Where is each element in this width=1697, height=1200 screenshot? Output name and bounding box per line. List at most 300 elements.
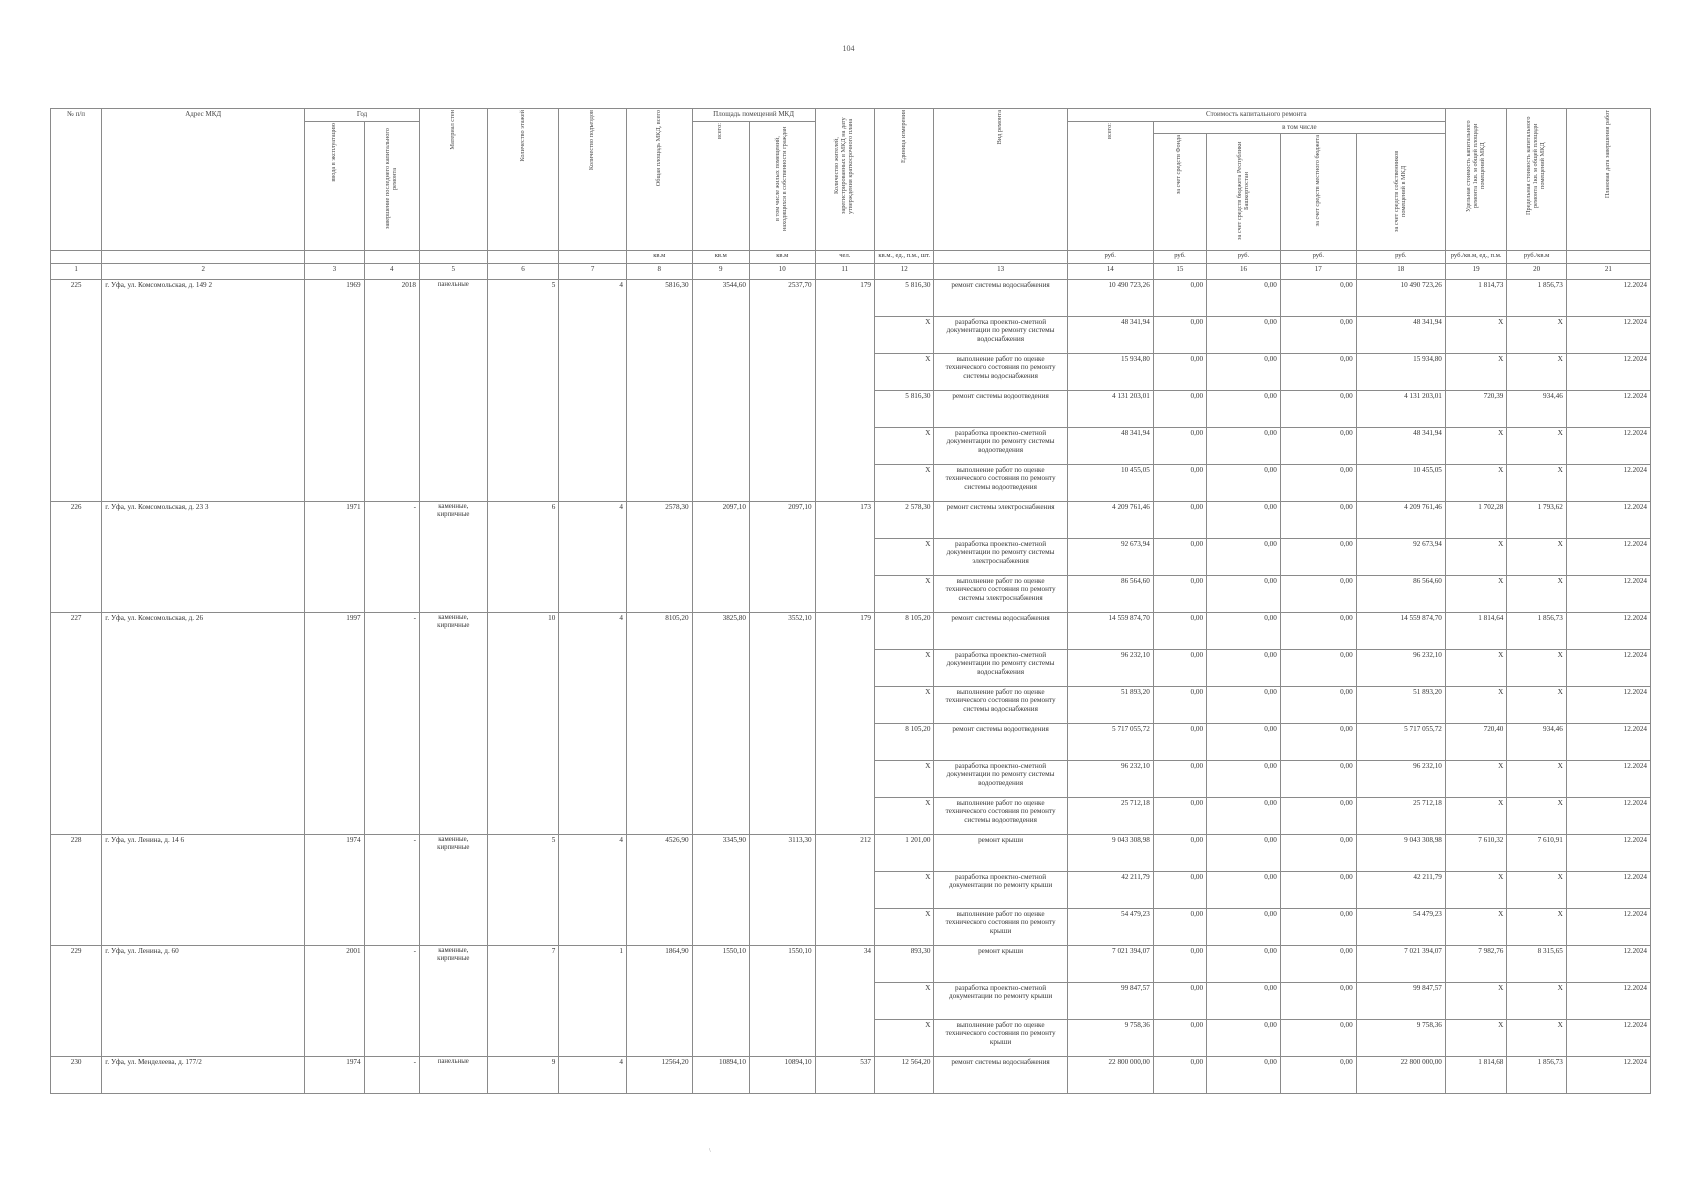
cost-owners: 4 209 761,46: [1356, 502, 1445, 539]
planned-date: 12.2024: [1566, 650, 1650, 687]
col-number: 2: [102, 264, 305, 280]
header-planned-date: Плановая дата завершения работ: [1603, 110, 1611, 199]
cost-rb-budget: 0,00: [1207, 1020, 1281, 1057]
cost-local-budget: 0,00: [1280, 724, 1356, 761]
cost-owners: 9 043 308,98: [1356, 835, 1445, 872]
floors-count: 10: [487, 613, 559, 835]
planned-date: 12.2024: [1566, 687, 1650, 724]
house-number: 225: [51, 280, 102, 502]
work-type: разработка проектно-сметной документации по ремонту системы электроснабжения: [934, 539, 1067, 576]
unit-cell: кв.м: [692, 251, 749, 264]
cost-rb-budget: 0,00: [1207, 280, 1281, 317]
cost-total: 9 043 308,98: [1067, 835, 1153, 872]
specific-cost: X: [1445, 539, 1506, 576]
cost-owners: 10 455,05: [1356, 465, 1445, 502]
column-numbers-row: [51, 264, 1651, 280]
col-number: 12: [875, 264, 934, 280]
specific-cost: 1 814,68: [1445, 1057, 1506, 1094]
planned-date: 12.2024: [1566, 1020, 1650, 1057]
work-unit: 893,30: [875, 946, 934, 983]
specific-cost: 7 610,32: [1445, 835, 1506, 872]
limit-cost: X: [1507, 761, 1566, 798]
work-type: разработка проектно-сметной документации по ремонту крыши: [934, 983, 1067, 1020]
premises-area: 3345,90: [692, 835, 749, 946]
cost-owners: 10 490 723,26: [1356, 280, 1445, 317]
cost-rb-budget: 0,00: [1207, 983, 1281, 1020]
header-repair-type: Вид ремонта: [996, 110, 1004, 145]
work-unit: X: [875, 761, 934, 798]
cost-owners: 48 341,94: [1356, 317, 1445, 354]
cost-fund: 0,00: [1153, 465, 1206, 502]
entrances-count: 1: [559, 946, 627, 1057]
specific-cost: X: [1445, 354, 1506, 391]
cost-total: 86 564,60: [1067, 576, 1153, 613]
house-address: г. Уфа, ул. Менделеева, д. 177/2: [102, 1057, 305, 1094]
limit-cost: X: [1507, 650, 1566, 687]
work-type: разработка проектно-сметной документации по ремонту системы водоснабжения: [934, 317, 1067, 354]
wall-material: каменные, кирпичные: [419, 613, 487, 835]
limit-cost: X: [1507, 428, 1566, 465]
unit-cell: руб.: [1207, 251, 1281, 264]
header-unit: Единица измерения: [899, 110, 907, 164]
premises-area: 10894,10: [692, 1057, 749, 1094]
limit-cost: 1 856,73: [1507, 1057, 1566, 1094]
entrances-count: 4: [559, 1057, 627, 1094]
cost-owners: 15 934,80: [1356, 354, 1445, 391]
cost-local-budget: 0,00: [1280, 280, 1356, 317]
specific-cost: 1 814,73: [1445, 280, 1506, 317]
work-unit: 8 105,20: [875, 613, 934, 650]
house-number: 226: [51, 502, 102, 613]
specific-cost: X: [1445, 576, 1506, 613]
cost-fund: 0,00: [1153, 983, 1206, 1020]
cost-fund: 0,00: [1153, 650, 1206, 687]
header-rb-budget: за счет средств бюджета Республики Башкортостан: [1235, 141, 1250, 241]
cost-rb-budget: 0,00: [1207, 761, 1281, 798]
col-number: 20: [1507, 264, 1566, 280]
work-type: выполнение работ по оценке технического состояния по ремонту крыши: [934, 1020, 1067, 1057]
cost-rb-budget: 0,00: [1207, 539, 1281, 576]
cost-rb-budget: 0,00: [1207, 798, 1281, 835]
year-built: 1974: [305, 835, 364, 946]
cost-total: 5 717 055,72: [1067, 724, 1153, 761]
wall-material: каменные, кирпичные: [419, 946, 487, 1057]
unit-cell: руб.: [1280, 251, 1356, 264]
unit-cell: кв.м: [626, 251, 692, 264]
page-number: 104: [842, 44, 855, 53]
floors-count: 5: [487, 835, 559, 946]
specific-cost: X: [1445, 872, 1506, 909]
unit-cell: кв.м: [749, 251, 815, 264]
col-number: 19: [1445, 264, 1506, 280]
total-area: 12564,20: [626, 1057, 692, 1094]
cost-local-budget: 0,00: [1280, 576, 1356, 613]
work-unit: X: [875, 872, 934, 909]
specific-cost: 7 982,76: [1445, 946, 1506, 983]
cost-fund: 0,00: [1153, 687, 1206, 724]
cost-total: 22 800 000,00: [1067, 1057, 1153, 1094]
cost-rb-budget: 0,00: [1207, 835, 1281, 872]
cost-fund: 0,00: [1153, 909, 1206, 946]
header-area-all: всего:: [716, 123, 724, 139]
work-unit: X: [875, 576, 934, 613]
work-unit: 1 201,00: [875, 835, 934, 872]
work-unit: X: [875, 909, 934, 946]
cost-owners: 9 758,36: [1356, 1020, 1445, 1057]
cost-owners: 86 564,60: [1356, 576, 1445, 613]
house-address: г. Уфа, ул. Комсомольская, д. 23 3: [102, 502, 305, 613]
cost-total: 92 673,94: [1067, 539, 1153, 576]
premises-area: 3544,60: [692, 280, 749, 502]
work-unit: X: [875, 983, 934, 1020]
planned-date: 12.2024: [1566, 539, 1650, 576]
unit-cell: чел.: [815, 251, 874, 264]
specific-cost: X: [1445, 465, 1506, 502]
header-specific-cost: Удельная стоимость капитального ремонта 1кв. м общей площади помещений МКД: [1464, 120, 1486, 212]
col-number: 8: [626, 264, 692, 280]
cost-owners: 14 559 874,70: [1356, 613, 1445, 650]
cost-rb-budget: 0,00: [1207, 872, 1281, 909]
entrances-count: 4: [559, 280, 627, 502]
repair-plan-table: [50, 108, 1651, 1094]
cost-rb-budget: 0,00: [1207, 613, 1281, 650]
unit-cell: руб./кв.м, ед., п.м.: [1445, 251, 1506, 264]
cost-total: 4 209 761,46: [1067, 502, 1153, 539]
total-area: 4526,90: [626, 835, 692, 946]
cost-total: 99 847,57: [1067, 983, 1153, 1020]
total-area: 5816,30: [626, 280, 692, 502]
header-limit-cost: Предельная стоимость капитального ремонта 1кв. м общей площади помещений МКД: [1525, 116, 1547, 216]
planned-date: 12.2024: [1566, 317, 1650, 354]
stray-mark: \: [709, 1148, 711, 1154]
header-fund: за счет средств Фонда: [1175, 135, 1183, 195]
cost-rb-budget: 0,00: [1207, 354, 1281, 391]
work-type: ремонт системы водоснабжения: [934, 280, 1067, 317]
work-type: выполнение работ по оценке технического состояния по ремонту крыши: [934, 909, 1067, 946]
header-wall-material: Материал стен: [448, 110, 456, 150]
col-number: 1: [51, 264, 102, 280]
header-floors: Количество этажей: [518, 110, 526, 162]
work-type: выполнение работ по оценке технического состояния по ремонту системы водоотведения: [934, 798, 1067, 835]
cost-fund: 0,00: [1153, 317, 1206, 354]
cost-local-budget: 0,00: [1280, 909, 1356, 946]
cost-total: 48 341,94: [1067, 317, 1153, 354]
planned-date: 12.2024: [1566, 983, 1650, 1020]
cost-local-budget: 0,00: [1280, 354, 1356, 391]
work-type: разработка проектно-сметной документации по ремонту системы водоотведения: [934, 761, 1067, 798]
year-last-repair: 2018: [364, 280, 419, 502]
limit-cost: 1 856,73: [1507, 613, 1566, 650]
col-number: 11: [815, 264, 874, 280]
cost-fund: 0,00: [1153, 724, 1206, 761]
col-number: 7: [559, 264, 627, 280]
floors-count: 7: [487, 946, 559, 1057]
cost-fund: 0,00: [1153, 502, 1206, 539]
work-type: выполнение работ по оценке технического состояния по ремонту системы водоотведения: [934, 465, 1067, 502]
planned-date: 12.2024: [1566, 946, 1650, 983]
planned-date: 12.2024: [1566, 909, 1650, 946]
cost-local-budget: 0,00: [1280, 391, 1356, 428]
residential-area: 3113,30: [749, 835, 815, 946]
specific-cost: 720,40: [1445, 724, 1506, 761]
planned-date: 12.2024: [1566, 761, 1650, 798]
cost-local-budget: 0,00: [1280, 798, 1356, 835]
work-type: ремонт системы водоснабжения: [934, 613, 1067, 650]
cost-total: 15 934,80: [1067, 354, 1153, 391]
col-number: 17: [1280, 264, 1356, 280]
cost-fund: 0,00: [1153, 1020, 1206, 1057]
unit-cell: кв.м., ед., п.м., шт.: [875, 251, 934, 264]
premises-area: 1550,10: [692, 946, 749, 1057]
year-built: 1971: [305, 502, 364, 613]
specific-cost: 1 814,64: [1445, 613, 1506, 650]
cost-owners: 25 712,18: [1356, 798, 1445, 835]
year-built: 2001: [305, 946, 364, 1057]
house-number: 228: [51, 835, 102, 946]
cost-total: 48 341,94: [1067, 428, 1153, 465]
specific-cost: X: [1445, 909, 1506, 946]
cost-fund: 0,00: [1153, 354, 1206, 391]
limit-cost: X: [1507, 539, 1566, 576]
limit-cost: 934,46: [1507, 724, 1566, 761]
work-unit: X: [875, 354, 934, 391]
cost-owners: 51 893,20: [1356, 687, 1445, 724]
work-type: ремонт системы электроснабжения: [934, 502, 1067, 539]
planned-date: 12.2024: [1566, 835, 1650, 872]
col-number: 21: [1566, 264, 1650, 280]
col-number: 3: [305, 264, 364, 280]
table-row: [51, 613, 1651, 650]
limit-cost: X: [1507, 317, 1566, 354]
header-area-group: Площадь помещений МКД: [692, 109, 815, 122]
floors-count: 5: [487, 280, 559, 502]
planned-date: 12.2024: [1566, 391, 1650, 428]
cost-total: 25 712,18: [1067, 798, 1153, 835]
cost-local-budget: 0,00: [1280, 650, 1356, 687]
planned-date: 12.2024: [1566, 280, 1650, 317]
table-row: [51, 280, 1651, 317]
work-type: выполнение работ по оценке технического состояния по ремонту системы водоснабжения: [934, 354, 1067, 391]
work-type: выполнение работ по оценке технического состояния по ремонту системы электроснабжения: [934, 576, 1067, 613]
cost-rb-budget: 0,00: [1207, 391, 1281, 428]
header-residents: Количество жителей, зарегистрированных в МКД на дату утверждения краткосрочного плана: [833, 117, 855, 215]
work-type: разработка проектно-сметной документации по ремонту системы водоснабжения: [934, 650, 1067, 687]
work-type: разработка проектно-сметной документации по ремонту системы водоотведения: [934, 428, 1067, 465]
work-type: ремонт крыши: [934, 946, 1067, 983]
specific-cost: 1 702,28: [1445, 502, 1506, 539]
work-unit: X: [875, 317, 934, 354]
cost-local-budget: 0,00: [1280, 613, 1356, 650]
cost-fund: 0,00: [1153, 946, 1206, 983]
cost-rb-budget: 0,00: [1207, 317, 1281, 354]
total-area: 1864,90: [626, 946, 692, 1057]
residential-area: 3552,10: [749, 613, 815, 835]
house-number: 230: [51, 1057, 102, 1094]
cost-owners: 4 131 203,01: [1356, 391, 1445, 428]
work-unit: X: [875, 1020, 934, 1057]
cost-rb-budget: 0,00: [1207, 428, 1281, 465]
cost-local-budget: 0,00: [1280, 687, 1356, 724]
cost-local-budget: 0,00: [1280, 428, 1356, 465]
cost-rb-budget: 0,00: [1207, 687, 1281, 724]
cost-local-budget: 0,00: [1280, 1020, 1356, 1057]
cost-fund: 0,00: [1153, 835, 1206, 872]
cost-total: 14 559 874,70: [1067, 613, 1153, 650]
work-type: разработка проектно-сметной документации по ремонту крыши: [934, 872, 1067, 909]
cost-rb-budget: 0,00: [1207, 1057, 1281, 1094]
cost-rb-budget: 0,00: [1207, 724, 1281, 761]
planned-date: 12.2024: [1566, 502, 1650, 539]
cost-fund: 0,00: [1153, 280, 1206, 317]
cost-local-budget: 0,00: [1280, 465, 1356, 502]
specific-cost: X: [1445, 687, 1506, 724]
work-unit: X: [875, 465, 934, 502]
residential-area: 10894,10: [749, 1057, 815, 1094]
work-type: ремонт системы водоотведения: [934, 391, 1067, 428]
header-owners: за счет средств собственников помещений в МКД: [1392, 150, 1407, 232]
header-entrances: Количество подъездов: [588, 110, 596, 171]
cost-total: 9 758,36: [1067, 1020, 1153, 1057]
residential-area: 1550,10: [749, 946, 815, 1057]
limit-cost: 934,46: [1507, 391, 1566, 428]
premises-area: 2097,10: [692, 502, 749, 613]
col-number: 18: [1356, 264, 1445, 280]
work-type: ремонт системы водоотведения: [934, 724, 1067, 761]
house-address: г. Уфа, ул. Комсомольская, д. 149 2: [102, 280, 305, 502]
cost-owners: 99 847,57: [1356, 983, 1445, 1020]
header-year-repair: завершение последнего капитального ремонта: [383, 128, 398, 230]
cost-owners: 22 800 000,00: [1356, 1057, 1445, 1094]
col-number: 9: [692, 264, 749, 280]
header-address: Адрес МКД: [102, 109, 305, 251]
limit-cost: X: [1507, 983, 1566, 1020]
cost-local-budget: 0,00: [1280, 983, 1356, 1020]
specific-cost: X: [1445, 761, 1506, 798]
col-number: 5: [419, 264, 487, 280]
header-cost-group: Стоимость капитального ремонта: [1067, 109, 1445, 122]
house-number: 229: [51, 946, 102, 1057]
limit-cost: X: [1507, 687, 1566, 724]
table-row: [51, 1057, 1651, 1094]
cost-rb-budget: 0,00: [1207, 465, 1281, 502]
planned-date: 12.2024: [1566, 354, 1650, 391]
residential-area: 2097,10: [749, 502, 815, 613]
specific-cost: X: [1445, 1020, 1506, 1057]
cost-local-budget: 0,00: [1280, 317, 1356, 354]
limit-cost: X: [1507, 909, 1566, 946]
cost-local-budget: 0,00: [1280, 1057, 1356, 1094]
cost-owners: 96 232,10: [1356, 761, 1445, 798]
cost-owners: 5 717 055,72: [1356, 724, 1445, 761]
planned-date: 12.2024: [1566, 576, 1650, 613]
header-cost-total: всего:: [1105, 123, 1113, 139]
cost-total: 54 479,23: [1067, 909, 1153, 946]
header-local-budget: за счет средств местного бюджета: [1313, 135, 1321, 227]
unit-cell: руб./кв.м: [1507, 251, 1566, 264]
cost-rb-budget: 0,00: [1207, 502, 1281, 539]
cost-owners: 42 211,79: [1356, 872, 1445, 909]
col-number: 15: [1153, 264, 1206, 280]
cost-owners: 48 341,94: [1356, 428, 1445, 465]
cost-local-budget: 0,00: [1280, 872, 1356, 909]
cost-rb-budget: 0,00: [1207, 650, 1281, 687]
cost-owners: 7 021 394,07: [1356, 946, 1445, 983]
cost-fund: 0,00: [1153, 613, 1206, 650]
wall-material: панельные: [419, 1057, 487, 1094]
planned-date: 12.2024: [1566, 613, 1650, 650]
house-address: г. Уфа, ул. Ленина, д. 60: [102, 946, 305, 1057]
limit-cost: X: [1507, 576, 1566, 613]
col-number: 13: [934, 264, 1067, 280]
cost-local-budget: 0,00: [1280, 502, 1356, 539]
work-type: выполнение работ по оценке технического состояния по ремонту системы водоснабжения: [934, 687, 1067, 724]
cost-rb-budget: 0,00: [1207, 909, 1281, 946]
entrances-count: 4: [559, 835, 627, 946]
cost-local-budget: 0,00: [1280, 539, 1356, 576]
header-area-residential: в том числе жилых помещений, находящихся в собственности граждан: [774, 126, 789, 232]
cost-owners: 92 673,94: [1356, 539, 1445, 576]
cost-local-budget: 0,00: [1280, 835, 1356, 872]
specific-cost: 720,39: [1445, 391, 1506, 428]
col-number: 16: [1207, 264, 1281, 280]
year-last-repair: -: [364, 613, 419, 835]
cost-total: 10 490 723,26: [1067, 280, 1153, 317]
work-type: ремонт крыши: [934, 835, 1067, 872]
work-unit: X: [875, 798, 934, 835]
cost-owners: 96 232,10: [1356, 650, 1445, 687]
work-unit: 5 816,30: [875, 391, 934, 428]
year-last-repair: -: [364, 835, 419, 946]
residents-count: 537: [815, 1057, 874, 1094]
table-row: [51, 835, 1651, 872]
work-unit: X: [875, 650, 934, 687]
residents-count: 173: [815, 502, 874, 613]
limit-cost: X: [1507, 872, 1566, 909]
limit-cost: 7 610,91: [1507, 835, 1566, 872]
entrances-count: 4: [559, 613, 627, 835]
wall-material: панельные: [419, 280, 487, 502]
wall-material: каменные, кирпичные: [419, 502, 487, 613]
cost-total: 42 211,79: [1067, 872, 1153, 909]
cost-fund: 0,00: [1153, 428, 1206, 465]
floors-count: 6: [487, 502, 559, 613]
residents-count: 179: [815, 280, 874, 502]
year-last-repair: -: [364, 502, 419, 613]
limit-cost: 1 856,73: [1507, 280, 1566, 317]
planned-date: 12.2024: [1566, 1057, 1650, 1094]
cost-total: 96 232,10: [1067, 761, 1153, 798]
planned-date: 12.2024: [1566, 724, 1650, 761]
table-row: [51, 946, 1651, 983]
cost-fund: 0,00: [1153, 798, 1206, 835]
year-last-repair: -: [364, 1057, 419, 1094]
planned-date: 12.2024: [1566, 872, 1650, 909]
total-area: 8105,20: [626, 613, 692, 835]
house-address: г. Уфа, ул. Ленина, д. 14 6: [102, 835, 305, 946]
premises-area: 3825,80: [692, 613, 749, 835]
header-year-built: ввода в эксплуатацию: [329, 123, 337, 182]
cost-total: 51 893,20: [1067, 687, 1153, 724]
unit-cell: руб.: [1356, 251, 1445, 264]
limit-cost: X: [1507, 1020, 1566, 1057]
cost-fund: 0,00: [1153, 391, 1206, 428]
year-built: 1997: [305, 613, 364, 835]
planned-date: 12.2024: [1566, 428, 1650, 465]
limit-cost: 8 315,65: [1507, 946, 1566, 983]
header-year-group: Год: [305, 109, 420, 122]
specific-cost: X: [1445, 798, 1506, 835]
cost-total: 96 232,10: [1067, 650, 1153, 687]
